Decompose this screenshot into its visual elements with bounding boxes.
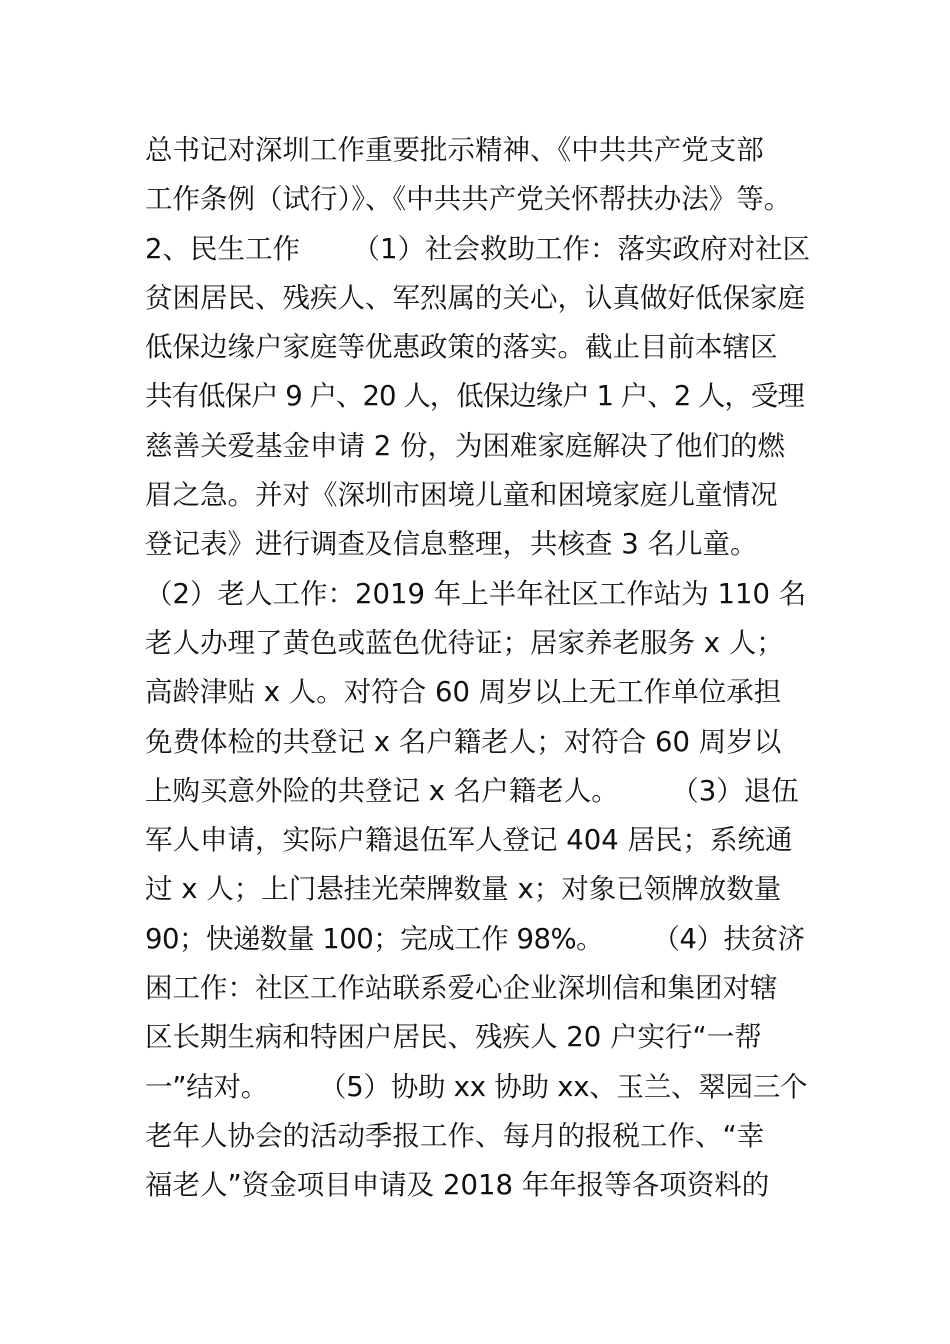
text-line: 共有低保户 9 户、20 人，低保边缘户 1 户、2 人，受理 [145, 380, 804, 413]
text-line: 老人办理了黄色或蓝色优待证；居家养老服务 x 人； [145, 626, 784, 659]
body-text [145, 126, 810, 1211]
text-line: （2）老人工作：2019 年上半年社区工作站为 110 名 [145, 577, 807, 610]
text-line: 工作条例（试行）》、《中共共产党关怀帮扶办法》等。 [145, 183, 792, 216]
text-line: 90；快递数量 100；完成工作 98%。 （4）扶贫济 [145, 922, 805, 955]
text-line: 登记表》进行调查及信息整理，共核查 3 名儿童。 [145, 528, 758, 561]
text-line: 一”结对。 （5）协助 xx 协助 xx、玉兰、翠园三个 [145, 1070, 808, 1103]
text-line: 总书记对深圳工作重要批示精神、《中共共产党支部 [145, 134, 764, 166]
text-line: 贫困居民、残疾人、军烈属的关心，认真做好低保家庭 [145, 281, 805, 314]
text-line: 低保边缘户家庭等优惠政策的落实。截止目前本辖区 [145, 331, 778, 364]
text-line: 高龄津贴 x 人。对符合 60 周岁以上无工作单位承担 [145, 676, 782, 709]
text-line: 免费体检的共登记 x 名户籍老人；对符合 60 周岁以 [145, 725, 782, 758]
text-line: 军人申请，实际户籍退伍军人登记 404 居民；系统通 [145, 824, 793, 857]
text-line: 上购买意外险的共登记 x 名户籍老人。 （3）退伍 [145, 774, 799, 807]
text-line: 老年人协会的活动季报工作、每月的报税工作、“幸 [145, 1119, 765, 1152]
text-line: 眉之急。并对《深圳市困境儿童和困境家庭儿童情况 [145, 479, 778, 512]
text-line: 2、民生工作 （1）社会救助工作：落实政府对社区 [145, 232, 810, 265]
text-line: 过 x 人；上门悬挂光荣牌数量 x；对象已领牌放数量 [145, 873, 782, 906]
text-line: 慈善关爱基金申请 2 份，为困难家庭解决了他们的燃 [145, 429, 785, 462]
text-line: 福老人”资金项目申请及 2018 年年报等各项资料的 [145, 1169, 770, 1202]
text-line: 区长期生病和特困户居民、残疾人 20 户实行“一帮 [145, 1021, 762, 1054]
text-line: 困工作：社区工作站联系爱心企业深圳信和集团对辖 [145, 972, 778, 1005]
